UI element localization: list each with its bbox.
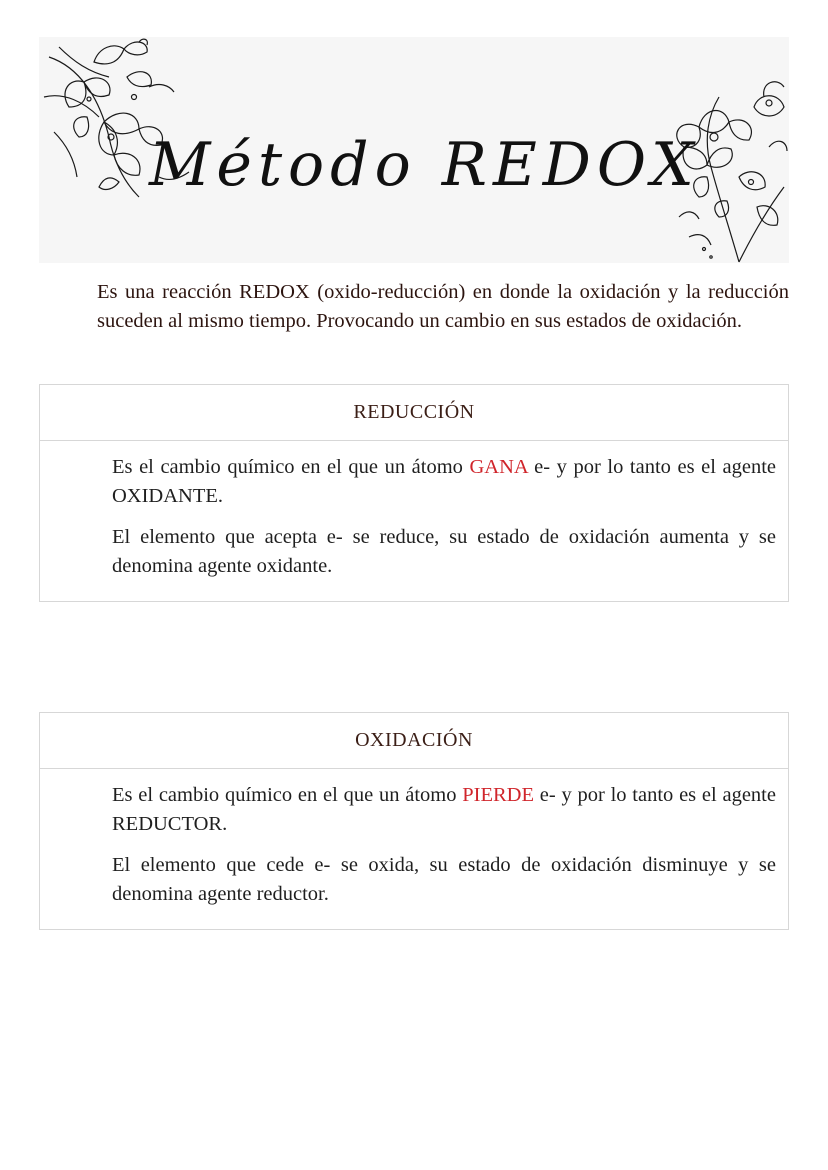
title-banner: [39, 37, 789, 263]
reduccion-definition: [112, 453, 776, 511]
intro-paragraph: Es una reacción REDOX (oxido-reducción) en donde la oxidación y la reducción suceden al mismo tiempo. Provocando un cambio en sus estados de oxidación.: [97, 281, 789, 332]
reduccion-body: [40, 441, 788, 581]
oxidacion-body: [40, 769, 788, 909]
oxidacion-explanation: El elemento que cede e- se oxida, su estado de oxidación disminuye y se denomina agente reductor.: [112, 854, 776, 905]
floral-banner-art: [39, 37, 789, 263]
oxidacion-highlight-word: PIERDE: [462, 784, 534, 806]
oxidacion-def-text-start: Es el cambio químico en el que un átomo: [112, 784, 463, 806]
oxidacion-def-text-end: e- y por lo tanto es el agente REDUCTOR.: [112, 784, 776, 835]
reduccion-def-text-end: e- y por lo tanto es el agente OXIDANTE.: [112, 456, 776, 507]
reduccion-box: [39, 384, 789, 602]
reduccion-def-text-start: Es el cambio químico en el que un átomo: [112, 456, 470, 478]
reduccion-highlight-word: GANA: [469, 456, 528, 478]
reduccion-heading: REDUCCIÓN: [40, 385, 788, 441]
reduccion-explanation: El elemento que acepta e- se reduce, su estado de oxidación aumenta y se denomina agente oxidante.: [112, 526, 776, 577]
oxidacion-box: [39, 712, 789, 930]
oxidacion-heading: OXIDACIÓN: [40, 713, 788, 769]
page-title: Método REDOX: [149, 130, 700, 200]
oxidacion-definition: [112, 781, 776, 839]
